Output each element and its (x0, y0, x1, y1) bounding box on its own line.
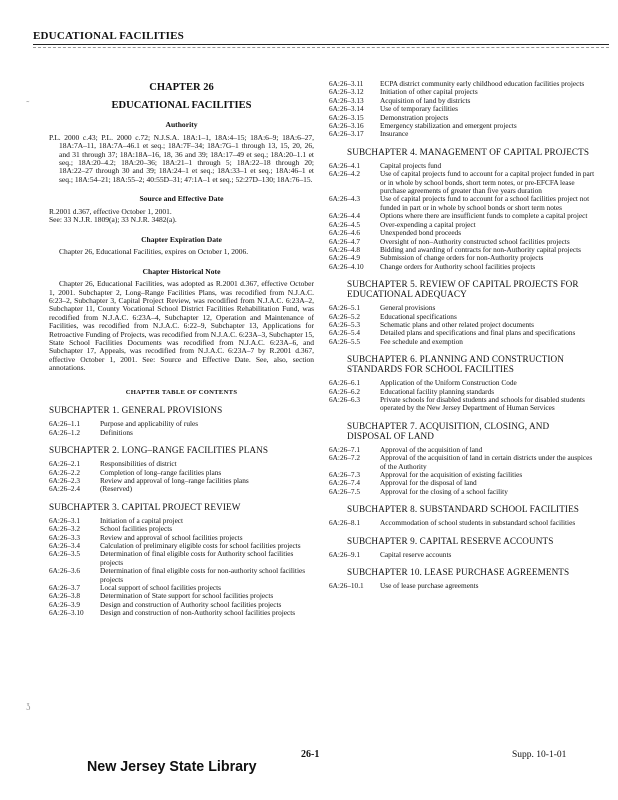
chapter-number: CHAPTER 26 (149, 82, 214, 93)
section-number: 6A:26–6.2 (329, 386, 361, 396)
margin-mark: ʖ (26, 702, 31, 713)
chapter-title: EDUCATIONAL FACILITIES (111, 99, 252, 111)
section-title: Approval for the closing of a school facility (380, 486, 508, 496)
section-number: 6A:26–4.3 (329, 194, 361, 204)
section-number: 6A:26–3.7 (49, 582, 81, 592)
section-title: Use of temporary facilities (380, 104, 459, 114)
section-number: 6A:26–3.15 (329, 112, 364, 122)
margin-mark: ˷ (26, 92, 30, 103)
section-title: Initiation of a capital project (100, 515, 184, 525)
section-title: Detailed plans and specifications and final plans and specifications (380, 328, 576, 338)
subchapter-heading: SUBCHAPTER 7. ACQUISITION, CLOSING, AND DISPOSAL OF LAND (347, 420, 550, 441)
toc-entry (49, 477, 314, 485)
toc-entry (49, 420, 314, 428)
section-title: Demonstration projects (380, 112, 449, 122)
section-title: Approval for the acquisition of existing facilities (380, 470, 523, 479)
section-title: Capital projects fund (380, 160, 442, 170)
toc-entry (329, 221, 597, 229)
section-title: Acquisition of land by districts (380, 95, 471, 105)
expiration-heading: Chapter Expiration Date (141, 234, 222, 244)
running-head: EDUCATIONAL FACILITIES (33, 30, 184, 42)
toc-entry (329, 454, 597, 471)
left-toc (49, 405, 314, 617)
toc-entry (49, 517, 314, 525)
section-title: Fee schedule and exemption (380, 336, 463, 346)
section-title: Bidding and awarding of contracts for non-Authority capital projects (380, 244, 582, 254)
section-title: Purpose and applicability of rules (100, 419, 199, 429)
section-number: 6A:26–1.2 (49, 427, 81, 437)
section-title: Use of lease purchase agreements (380, 581, 479, 591)
section-number: 6A:26–3.12 (329, 87, 364, 97)
section-number: 6A:26–4.6 (329, 228, 361, 238)
section-title: Design and construction of non-Authority school facilities projects (100, 608, 296, 618)
toc-entry (329, 130, 597, 138)
section-number: 6A:26–5.3 (329, 319, 361, 329)
subchapter-heading: SUBCHAPTER 8. SUBSTANDARD SCHOOL FACILITIES (347, 504, 579, 515)
subchapter-heading: SUBCHAPTER 3. CAPITAL PROJECT REVIEW (49, 501, 241, 512)
right-top-items (329, 80, 597, 139)
section-number: 6A:26–7.4 (329, 478, 361, 488)
section-number: 6A:26–5.5 (329, 336, 361, 346)
section-title: Educational specifications (380, 311, 457, 321)
section-title: Use of capital projects fund to account for a capital project funded in part or in whole by school bonds, short term notes, or pre-EFCFA lease purchase agreements of greater than five years duration (380, 169, 595, 196)
right-toc (329, 147, 597, 591)
section-number: 6A:26–3.11 (329, 79, 364, 88)
toc-entry (329, 329, 597, 337)
section-number: 6A:26–4.2 (329, 169, 361, 179)
toc-entry (49, 609, 314, 617)
subchapter-heading: SUBCHAPTER 4. MANAGEMENT OF CAPITAL PROJECTS (347, 146, 590, 157)
section-number: 6A:26–3.4 (49, 540, 81, 550)
section-number: 6A:26–10.1 (329, 581, 364, 591)
section-title: Unexpended bond proceeds (380, 228, 462, 238)
source-line-2: See: 33 N.J.R. 1809(a); 33 N.J.R. 3482(a). (49, 215, 177, 225)
section-number: 6A:26–3.1 (49, 515, 81, 525)
section-title: Review and approval of school facilities projects (100, 532, 243, 542)
section-title: Accommodation of school students in substandard school facilities (380, 518, 576, 528)
section-number: 6A:26–7.2 (329, 453, 361, 463)
section-number: 6A:26–3.14 (329, 104, 364, 114)
section-number: 6A:26–4.10 (329, 261, 364, 271)
section-title: Emergency stabilization and emergent projects (380, 121, 517, 131)
section-title: Over-expending a capital project (380, 219, 476, 229)
section-number: 6A:26–2.2 (49, 467, 81, 477)
toc-entry (329, 105, 597, 113)
source-heading: Source and Effective Date (139, 194, 224, 204)
section-title: Definitions (100, 427, 133, 437)
section-title: School facilities projects (100, 524, 173, 534)
left-column (49, 84, 314, 618)
section-number: 6A:26–4.8 (329, 244, 361, 254)
section-number: 6A:26–8.1 (329, 518, 361, 528)
section-number: 6A:26–3.6 (49, 566, 81, 576)
toc-entry (329, 488, 597, 496)
page-number: 26-1 (301, 749, 320, 760)
right-column (329, 80, 597, 590)
section-number: 6A:26–2.3 (49, 475, 81, 485)
section-number: 6A:26–2.4 (49, 484, 81, 494)
section-title: Private schools for disabled students and schools for disabled students operated by the New Jersey Department of Human Services (380, 394, 585, 413)
subchapter-heading: SUBCHAPTER 10. LEASE PURCHASE AGREEMENTS (347, 567, 570, 578)
toc-entry (49, 429, 314, 437)
subchapter-heading: SUBCHAPTER 2. LONG–RANGE FACILITIES PLANS (49, 445, 269, 456)
section-number: 6A:26–7.5 (329, 486, 361, 496)
section-number: 6A:26–6.1 (329, 378, 361, 388)
section-title: Initiation of other capital projects (380, 87, 478, 97)
subchapter-heading: SUBCHAPTER 9. CAPITAL RESERVE ACCOUNTS (347, 535, 554, 546)
section-title: Review and approval of long–range facilities plans (100, 475, 249, 485)
section-title: Calculation of preliminary eligible costs for school facilities projects (100, 540, 301, 550)
section-title: Oversight of non–Authority constructed school facilities projects (380, 236, 570, 246)
section-title: Insurance (380, 129, 409, 139)
subchapter-heading: SUBCHAPTER 6. PLANNING AND CONSTRUCTION STANDARDS FOR SCHOOL FACILITIES (347, 354, 565, 375)
toc-entry (329, 304, 597, 312)
section-title: Determination of State support for school facilities projects (100, 591, 274, 601)
section-title: Approval of the acquisition of land (380, 444, 483, 454)
header-rule (33, 44, 609, 45)
section-number: 6A:26–3.5 (49, 549, 81, 559)
section-title: Educational facility planning standards (380, 386, 495, 396)
toc-entry (329, 396, 597, 413)
section-number: 6A:26–7.3 (329, 470, 361, 479)
toc-entry (329, 582, 597, 590)
toc-entry (329, 97, 597, 105)
section-number: 6A:26–4.7 (329, 236, 361, 246)
section-title: Submission of change orders for non-Authority projects (380, 253, 544, 263)
section-number: 6A:26–4.1 (329, 160, 361, 170)
toc-entry (329, 551, 597, 559)
section-title: Approval of the acquisition of land in certain districts under the auspices of the Authority (380, 453, 593, 471)
section-number: 6A:26–3.17 (329, 129, 364, 139)
section-title: ECPA district community early childhood education facilities projects (380, 79, 585, 88)
section-title: Options where there are insufficient funds to complete a capital project (380, 211, 588, 221)
section-number: 6A:26–3.3 (49, 532, 81, 542)
subchapter-heading: SUBCHAPTER 5. REVIEW OF CAPITAL PROJECTS FOR EDUCATIONAL ADEQUACY (347, 279, 579, 300)
toc-entry (329, 338, 597, 346)
section-title: Responsibilities of district (100, 459, 177, 469)
section-title: Schematic plans and other related project documents (380, 319, 534, 329)
toc-entry (329, 519, 597, 527)
toc-entry (49, 550, 314, 567)
toc-heading: CHAPTER TABLE OF CONTENTS (125, 388, 238, 396)
section-number: 6A:26–4.9 (329, 253, 361, 263)
toc-entry (329, 122, 597, 130)
section-title: Determination of final eligible costs for non-authority school facilities projects (100, 566, 306, 584)
section-title: Determination of final eligible costs for Authority school facilities projects (100, 549, 294, 567)
section-number: 6A:26–9.1 (329, 549, 361, 559)
source-line-1: R.2001 d.367, effective October 1, 2001. (49, 206, 172, 216)
section-number: 6A:26–3.16 (329, 121, 364, 131)
expiration-text: Chapter 26, Educational Facilities, expires on October 1, 2006. (59, 247, 249, 257)
authority-text: P.L. 2000 c.43; P.L. 2000 c.72; N.J.S.A. 18A:1–1, 18A:4–15; 18A:6–9; 18A:6–27, 18A:7A–11, 18A:7A–46.1 et seq.; 18A:7F–34; 18A:7G–1 through 13, 15, 20, 26, and 31 through 37; 18A:18A–16, 18, 36 and 39; 18A:17–49 et seq.; 18A:20–1.1 et seq.; 18A:20–4.2; 18A:20–36; 18A:21–1 through 5; 18A:22–18 through 20; 18A:22–27 through 30 and 39; 18A:24–1 et seq.; 18A:33–1 et seq.; 18A:46–1 et seq.; 18A:54–21; 18A:55–2; 40:55D–31; 47:1A–1 et seq.; 52:27D–130; 18A:76–15. (49, 132, 314, 184)
section-number: 6A:26–4.4 (329, 211, 361, 221)
section-title: Capital reserve accounts (380, 549, 452, 559)
toc-entry (329, 170, 597, 195)
toc-entry (329, 195, 597, 212)
section-number: 6A:26–5.1 (329, 303, 361, 313)
supplement-date: Supp. 10-1-01 (512, 750, 567, 760)
authority-heading: Authority (165, 120, 198, 130)
section-number: 6A:26–1.1 (49, 419, 81, 429)
section-title: (Reserved) (100, 484, 133, 494)
toc-entry (49, 567, 314, 584)
section-number: 6A:26–3.2 (49, 524, 81, 534)
section-number: 6A:26–2.1 (49, 459, 81, 469)
section-number: 6A:26–5.2 (329, 311, 361, 321)
section-number: 6A:26–5.4 (329, 328, 361, 338)
section-title: Application of the Uniform Construction Code (380, 378, 517, 388)
section-number: 6A:26–4.5 (329, 219, 361, 229)
section-number: 6A:26–3.13 (329, 95, 364, 105)
history-heading: Chapter Historical Note (142, 266, 221, 276)
history-text: Chapter 26, Educational Facilities, was adopted as R.2001 d.367, effective October 1, 2001. Subchapter 2, Long–Range Facilities Plans, was recodified from N.J.A.C. 6:23–2, Subchapter 3, Capital Project Review, was recodified from N.J.A.C. 6:23A–2, Subchapter 11, County Vocational School District Facilities Rehabilitation Fund, was recodified from N.J.A.C. 6:23A–4, Subchapter 12, Operation and Maintenance of Facilities, was recodified from N.J.A.C. 6:22–9, Subchapter 13, Applications for Retroactive Funding of Projects, was recodified from N.J.A.C. 6:23A–3, Subchapter 15, State School Facilities Documents was recodified from N.J.A.C. 6:23A–6, and Subchapter 17, Appeals, was recodified from N.J.A.C. 6:23A–7 by R.2001 d.367, effective October 1, 2001. See: Source and Effective Date. See, also, section annotations. (49, 279, 314, 373)
section-number: 6A:26–7.1 (329, 444, 361, 454)
section-title: Local support of school facilities projects (100, 582, 221, 592)
section-title: Design and construction of Authority school facilities projects (100, 599, 282, 609)
section-title: General provisions (380, 303, 436, 313)
header-rule-dashed (33, 47, 609, 48)
toc-entry (49, 485, 314, 493)
section-title: Change orders for Authority school facilities projects (380, 261, 536, 271)
section-title: Approval for the disposal of land (380, 478, 477, 488)
section-title: Completion of long–range facilities plans (100, 467, 222, 477)
section-number: 6A:26–6.3 (329, 394, 361, 404)
library-watermark: New Jersey State Library (87, 758, 257, 775)
section-number: 6A:26–3.10 (49, 608, 84, 618)
subchapter-heading: SUBCHAPTER 1. GENERAL PROVISIONS (49, 405, 223, 416)
section-number: 6A:26–3.9 (49, 599, 81, 609)
toc-entry (329, 263, 597, 271)
section-title: Use of capital projects fund to account for a school facilities project not funded in part or in whole by school bonds or short term notes (380, 194, 590, 212)
section-number: 6A:26–3.8 (49, 591, 81, 601)
